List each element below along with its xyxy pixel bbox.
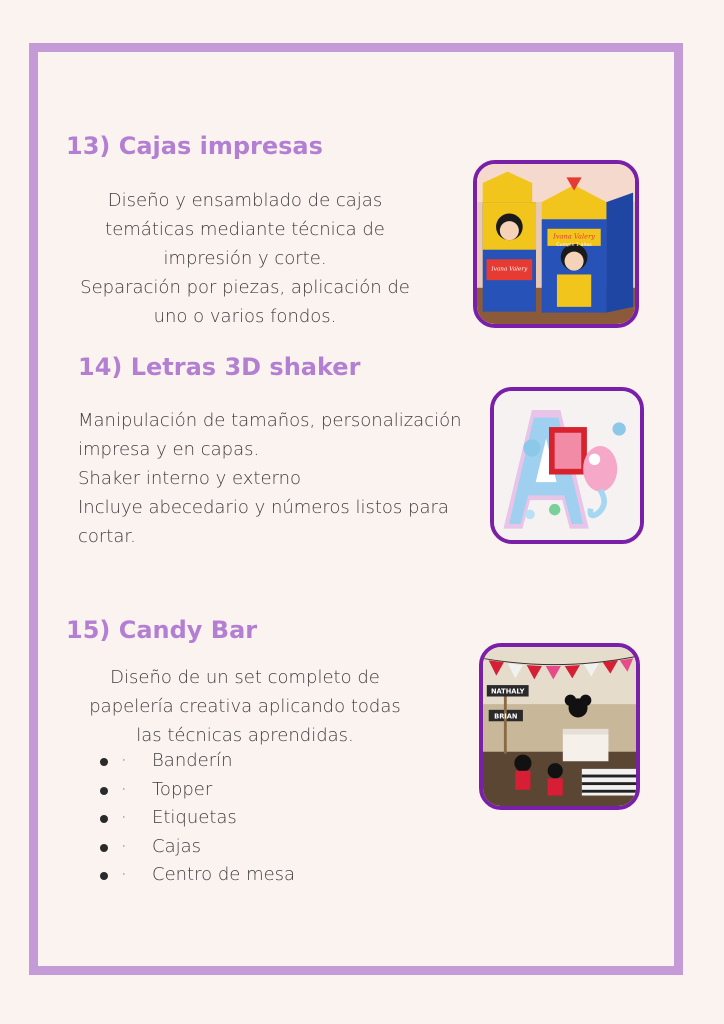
letras-3d-shaker-photo	[490, 387, 644, 544]
section-15-heading: 15) Candy Bar	[66, 616, 258, 644]
cajas-box-text-2: Cumple 1 años	[556, 242, 592, 248]
section-14-line: cortar.	[78, 526, 136, 547]
cajas-box-text-3: Ivana Valery	[491, 266, 528, 273]
section-13-line: Separación por piezas, aplicación de	[80, 277, 410, 298]
section-13-line: Diseño y ensamblado de cajas	[107, 190, 383, 211]
cajas-box-text-1: Ivana Valery	[553, 232, 596, 241]
bullet-icon	[100, 844, 108, 852]
section-14-description	[78, 406, 483, 551]
candy-bar-photo	[479, 643, 640, 810]
bullet-marker: ·	[121, 807, 127, 828]
bullet-marker: ·	[121, 864, 127, 885]
section-13-heading: 13) Cajas impresas	[66, 132, 323, 160]
candy-sign-1: NATHALY	[491, 687, 525, 696]
section-14-line: impresa y en capas.	[78, 439, 260, 460]
list-item-label: Etiquetas	[152, 807, 237, 828]
bullet-marker: ·	[121, 750, 127, 771]
section-15-description	[66, 663, 424, 750]
candy-sign-2: BRIAN	[494, 712, 518, 721]
bullet-icon	[100, 758, 108, 766]
section-13-line: uno o varios fondos.	[153, 306, 337, 327]
section-13-line: temáticas mediante técnica de	[105, 219, 385, 240]
bullet-icon	[100, 872, 108, 880]
list-item-label: Cajas	[152, 835, 202, 857]
section-13-line: impresión y corte.	[163, 248, 327, 269]
list-item-label: Topper	[152, 778, 213, 800]
section-14-line: Shaker interno y externo	[78, 468, 302, 489]
bullet-icon	[100, 815, 108, 823]
section-15-line: papelería creativa aplicando todas	[89, 696, 401, 717]
list-item-label: Banderín	[152, 750, 233, 771]
list-item-label: Centro de mesa	[152, 864, 296, 885]
section-13-description	[66, 186, 424, 331]
section-15-line: Diseño de un set completo de	[110, 667, 380, 688]
bullet-marker: ·	[121, 778, 127, 800]
bullet-marker: ·	[121, 835, 127, 857]
section-14-line: Manipulación de tamaños, personalización	[78, 410, 462, 431]
section-14-line: Incluye abecedario y números listos para	[78, 497, 449, 518]
section-15-line: las técnicas aprendidas.	[136, 725, 354, 746]
bullet-icon	[100, 787, 108, 795]
section-14-heading: 14) Letras 3D shaker	[78, 353, 361, 381]
cajas-impresas-photo	[473, 160, 639, 328]
